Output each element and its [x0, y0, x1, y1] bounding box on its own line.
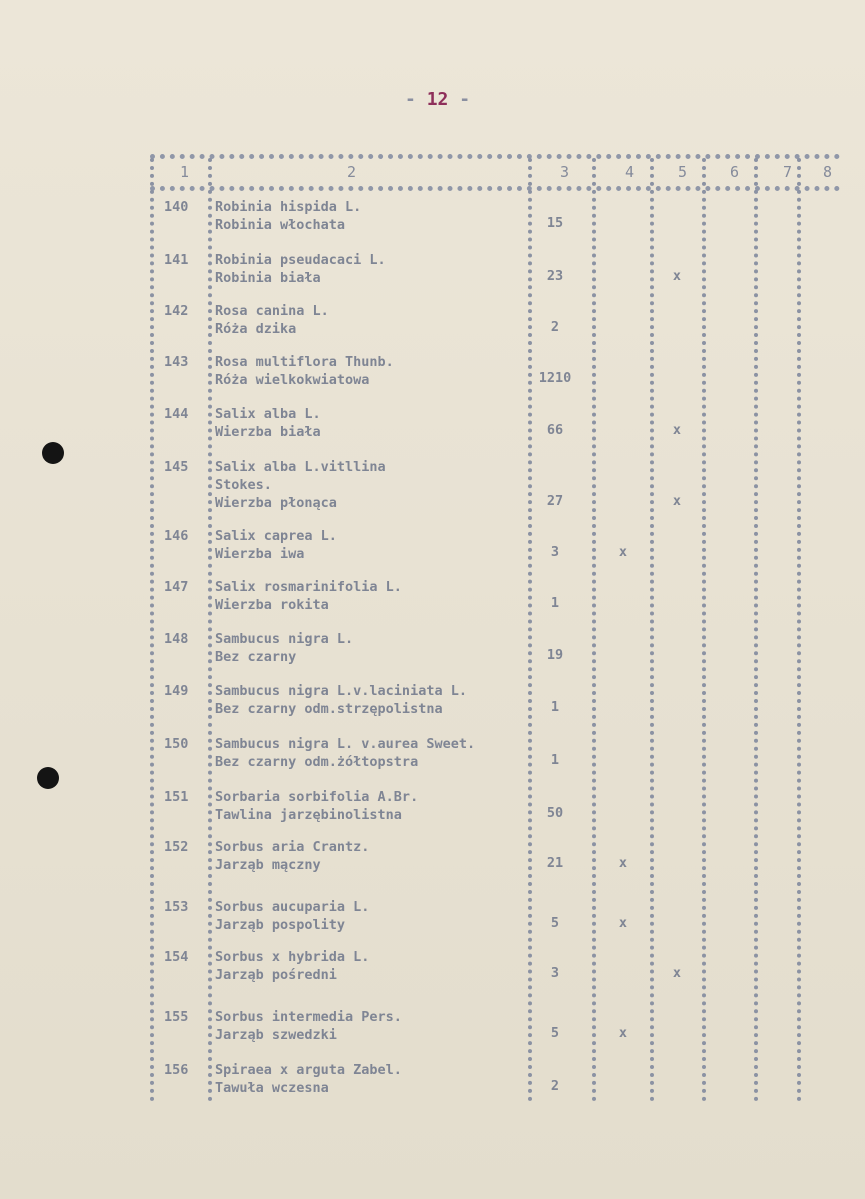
- quantity: 3: [550, 965, 560, 981]
- common-name-line: Wierzba biała: [215, 424, 321, 440]
- quantity: 21: [546, 855, 564, 871]
- item-number: 156: [164, 1062, 189, 1078]
- latin-name-line: Salix alba L.vitllina: [215, 459, 386, 475]
- latin-name-line: Sorbus aucuparia L.: [215, 899, 370, 915]
- common-name-line: Jarząb mączny: [215, 857, 321, 873]
- quantity: 3: [550, 544, 560, 560]
- column-5-mark: x: [672, 268, 682, 284]
- column-header: 5: [678, 163, 688, 181]
- column-5-mark: x: [672, 493, 682, 509]
- latin-name-line: Sorbus x hybrida L.: [215, 949, 370, 965]
- item-number: 142: [164, 303, 189, 319]
- species-name: [215, 1061, 545, 1097]
- species-name: [215, 735, 545, 771]
- column-4-mark: x: [618, 544, 628, 560]
- punch-hole-bottom: [37, 767, 59, 789]
- quantity: 1: [550, 752, 560, 768]
- item-number: 143: [164, 354, 189, 370]
- item-number: 144: [164, 406, 189, 422]
- page-number-value: 12: [426, 89, 449, 110]
- item-number: 141: [164, 252, 189, 268]
- latin-name-line: Salix alba L.: [215, 406, 321, 422]
- column-header: 4: [625, 163, 635, 181]
- quantity: 66: [546, 422, 564, 438]
- common-name-line: Róża dzika: [215, 321, 297, 337]
- item-number: 146: [164, 528, 189, 544]
- quantity: 2: [550, 319, 560, 335]
- species-name: [215, 458, 545, 512]
- common-name-line: Róża wielkokwiatowa: [215, 372, 370, 388]
- species-name: [215, 302, 545, 338]
- quantity: 19: [546, 647, 564, 663]
- page-number-prefix: -: [405, 89, 427, 110]
- item-number: 149: [164, 683, 189, 699]
- species-name: [215, 948, 545, 984]
- latin-name-line: Sambucus nigra L.v.laciniata L.: [215, 683, 467, 699]
- latin-name-line: Salix caprea L.: [215, 528, 337, 544]
- column-rule: [797, 158, 801, 1102]
- species-name: [215, 630, 545, 666]
- species-name: [215, 198, 545, 234]
- column-header: 6: [730, 163, 740, 181]
- item-number: 148: [164, 631, 189, 647]
- species-name: [215, 788, 545, 824]
- quantity: 5: [550, 1025, 560, 1041]
- common-name-line: Tawuła wczesna: [215, 1080, 329, 1096]
- quantity: 23: [546, 268, 564, 284]
- common-name-line: Tawlina jarzębinolistna: [215, 807, 402, 823]
- item-number: 145: [164, 459, 189, 475]
- common-name-line: Jarząb pospolity: [215, 917, 346, 933]
- latin-name-line: Rosa canina L.: [215, 303, 329, 319]
- latin-name-line: Sambucus nigra L.: [215, 631, 354, 647]
- column-4-mark: x: [618, 915, 628, 931]
- quantity: 1: [550, 595, 560, 611]
- latin-name-line: Robinia pseudacaci L.: [215, 252, 386, 268]
- page-number: [405, 89, 495, 110]
- punch-hole-top: [42, 442, 64, 464]
- latin-name-line: Sambucus nigra L. v.aurea Sweet.: [215, 736, 476, 752]
- column-header: 8: [823, 163, 833, 181]
- column-rule: [208, 158, 212, 1102]
- latin-name-line: Stokes.: [215, 477, 272, 493]
- common-name-line: Jarząb pośredni: [215, 967, 337, 983]
- common-name-line: Jarząb szwedzki: [215, 1027, 337, 1043]
- column-rule: [754, 158, 758, 1102]
- species-name: [215, 898, 545, 934]
- quantity: 2: [550, 1078, 560, 1094]
- species-name: [215, 251, 545, 287]
- common-name-line: Bez czarny odm.strzępolistna: [215, 701, 443, 717]
- latin-name-line: Spiraea x arguta Zabel.: [215, 1062, 402, 1078]
- species-name: [215, 838, 545, 874]
- column-header: 7: [783, 163, 793, 181]
- column-4-mark: x: [618, 855, 628, 871]
- column-header: 2: [347, 163, 357, 181]
- column-4-mark: x: [618, 1025, 628, 1041]
- common-name-line: Robinia włochata: [215, 217, 346, 233]
- column-5-mark: x: [672, 965, 682, 981]
- latin-name-line: Robinia hispida L.: [215, 199, 362, 215]
- latin-name-line: Sorbaria sorbifolia A.Br.: [215, 789, 419, 805]
- quantity: 50: [546, 805, 564, 821]
- column-rule: [650, 158, 654, 1102]
- page-number-suffix: -: [448, 89, 471, 110]
- species-name: [215, 1008, 545, 1044]
- latin-name-line: Sorbus aria Crantz.: [215, 839, 370, 855]
- species-name: [215, 578, 545, 614]
- item-number: 140: [164, 199, 189, 215]
- common-name-line: Robinia biała: [215, 270, 321, 286]
- column-header: 1: [180, 163, 190, 181]
- item-number: 150: [164, 736, 189, 752]
- item-number: 147: [164, 579, 189, 595]
- common-name-line: Wierzba płonąca: [215, 495, 337, 511]
- column-header: 3: [560, 163, 570, 181]
- species-name: [215, 353, 545, 389]
- item-number: 151: [164, 789, 189, 805]
- common-name-line: Wierzba rokita: [215, 597, 329, 613]
- latin-name-line: Salix rosmarinifolia L.: [215, 579, 402, 595]
- common-name-line: Bez czarny odm.żółtopstra: [215, 754, 419, 770]
- latin-name-line: Sorbus intermedia Pers.: [215, 1009, 402, 1025]
- common-name-line: Bez czarny: [215, 649, 297, 665]
- column-rule: [592, 158, 596, 1102]
- quantity: 5: [550, 915, 560, 931]
- item-number: 155: [164, 1009, 189, 1025]
- common-name-line: Wierzba iwa: [215, 546, 305, 562]
- latin-name-line: Rosa multiflora Thunb.: [215, 354, 394, 370]
- column-5-mark: x: [672, 422, 682, 438]
- species-name: [215, 682, 545, 718]
- species-name: [215, 405, 545, 441]
- item-number: 154: [164, 949, 189, 965]
- item-number: 153: [164, 899, 189, 915]
- column-rule: [702, 158, 706, 1102]
- header-top-rule: [150, 154, 840, 159]
- column-rule: [150, 158, 154, 1102]
- quantity: 1: [550, 699, 560, 715]
- species-name: [215, 527, 545, 563]
- header-bottom-rule: [150, 186, 840, 191]
- quantity: 1210: [538, 370, 572, 386]
- quantity: 27: [546, 493, 564, 509]
- item-number: 152: [164, 839, 189, 855]
- quantity: 15: [546, 215, 564, 231]
